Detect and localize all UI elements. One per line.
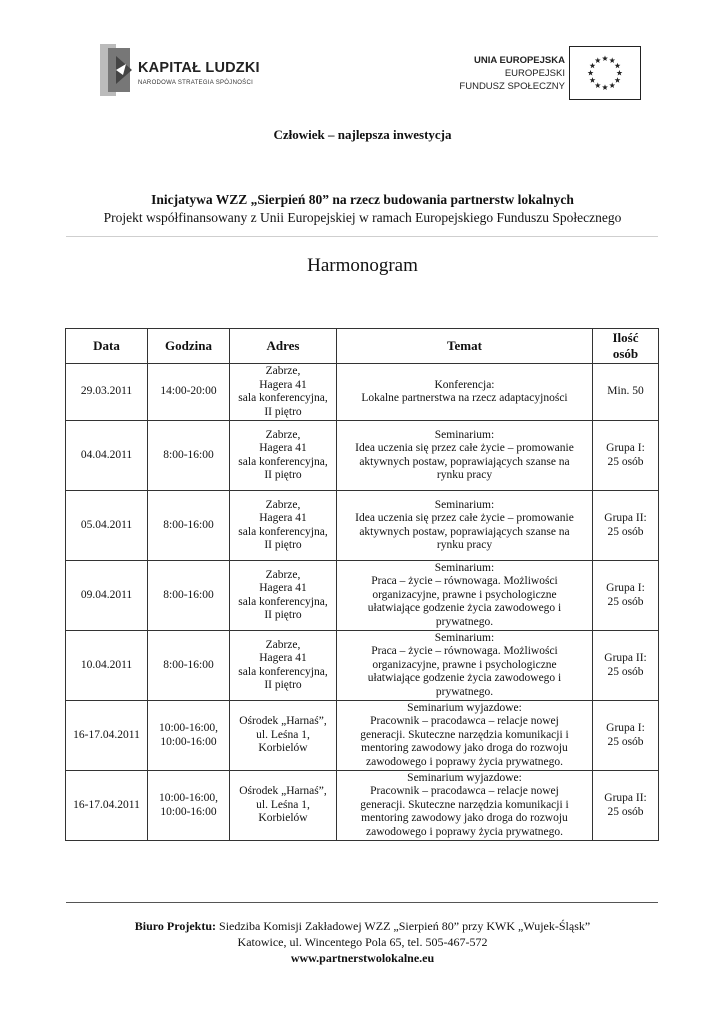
cell-count: Grupa II: 25 osób: [593, 631, 659, 701]
cell-time: 10:00-16:00, 10:00-16:00: [148, 771, 230, 841]
kapital-ludzki-subtitle: NARODOWA STRATEGIA SPÓJNOŚCI: [138, 80, 254, 86]
cell-date: 09.04.2011: [66, 561, 148, 631]
cell-time: 8:00-16:00: [148, 491, 230, 561]
header-topic: Temat: [337, 329, 593, 364]
cell-topic: Seminarium wyjazdowe: Pracownik – pracodawca – relacje nowej generacji. Skuteczne narzędzia komunikacji i mentoring zawodowy jako droga do rozwoju zawodowego i poprawy życia prywatnego.: [337, 771, 593, 841]
kapital-ludzki-logo-icon: [96, 42, 134, 98]
eu-logo: [455, 46, 641, 102]
eu-star-icon: [609, 82, 615, 88]
eu-logo-line1: UNIA EUROPEJSKA: [474, 55, 565, 66]
eu-star-icon: [609, 57, 615, 63]
eu-star-icon: [602, 84, 608, 90]
eu-logo-line2: EUROPEJSKI: [504, 68, 565, 79]
cell-count: Grupa I: 25 osób: [593, 421, 659, 491]
cell-address: Zabrze, Hagera 41 sala konferencyjna, II piętro: [230, 631, 337, 701]
cell-topic: Seminarium: Idea uczenia się przez całe życie – promowanie aktywnych postaw, poprawiających szanse na rynku pracy: [337, 491, 593, 561]
cell-date: 10.04.2011: [66, 631, 148, 701]
table-row: [66, 421, 659, 491]
eu-logo-line3: FUNDUSZ SPOŁECZNY: [459, 81, 565, 92]
cell-time: 8:00-16:00: [148, 421, 230, 491]
table-row: [66, 771, 659, 841]
cell-address: Zabrze, Hagera 41 sala konferencyjna, II piętro: [230, 421, 337, 491]
header-count: Ilość osób: [593, 329, 659, 364]
eu-logo-text: [459, 54, 565, 93]
eu-star-icon: [602, 55, 608, 61]
cell-count: Grupa II: 25 osób: [593, 771, 659, 841]
motto: Człowiek – najlepsza inwestycja: [273, 127, 452, 142]
initiative-title: Inicjatywa WZZ „Sierpień 80” na rzecz budowania partnerstw lokalnych: [151, 192, 574, 207]
cell-address: Ośrodek „Harnaś”, ul. Leśna 1, Korbielów: [230, 701, 337, 771]
footer-website: www.partnerstwolokalne.eu: [290, 951, 435, 965]
eu-star-icon: [615, 77, 621, 83]
cell-date: 16-17.04.2011: [66, 771, 148, 841]
cell-topic: Seminarium: Praca – życie – równowaga. Możliwości organizacyjne, prawne i psychologiczne ułatwiające godzenie życia zawodowego i prywatnego.: [337, 631, 593, 701]
cell-count: Grupa I: 25 osób: [593, 701, 659, 771]
table-row: [66, 701, 659, 771]
initiative-subtitle: Projekt współfinansowany z Unii Europejskiej w ramach Europejskiego Funduszu Społecznego: [103, 210, 622, 225]
cell-time: 10:00-16:00, 10:00-16:00: [148, 701, 230, 771]
header-time: Godzina: [148, 329, 230, 364]
footer-label: Biuro Projektu:: [134, 919, 217, 933]
eu-star-icon: [615, 63, 621, 69]
cell-address: Zabrze, Hagera 41 sala konferencyjna, II piętro: [230, 364, 337, 421]
kapital-ludzki-logo: [96, 42, 266, 100]
schedule-table: [65, 328, 659, 841]
cell-time: 8:00-16:00: [148, 561, 230, 631]
cell-date: 16-17.04.2011: [66, 701, 148, 771]
header-divider: [66, 236, 658, 237]
cell-date: 29.03.2011: [66, 364, 148, 421]
cell-time: 14:00-20:00: [148, 364, 230, 421]
footer-address: Katowice, ul. Wincentego Pola 65, tel. 505-467-572: [237, 935, 488, 949]
eu-star-icon: [595, 82, 601, 88]
cell-address: Zabrze, Hagera 41 sala konferencyjna, II piętro: [230, 491, 337, 561]
table-header-row: [66, 329, 659, 364]
header-date: Data: [66, 329, 148, 364]
eu-star-icon: [590, 77, 596, 83]
footer-office: Siedziba Komisji Zakładowej WZZ „Sierpień 80” przy KWK „Wujek-Śląsk”: [219, 919, 591, 933]
cell-time: 8:00-16:00: [148, 631, 230, 701]
eu-star-icon: [617, 70, 623, 76]
cell-address: Zabrze, Hagera 41 sala konferencyjna, II piętro: [230, 561, 337, 631]
table-row: [66, 561, 659, 631]
eu-star-icon: [588, 70, 594, 76]
header-address: Adres: [230, 329, 337, 364]
cell-date: 04.04.2011: [66, 421, 148, 491]
table-row: [66, 364, 659, 421]
document-title: Harmonogram: [307, 255, 418, 276]
cell-address: Ośrodek „Harnaś”, ul. Leśna 1, Korbielów: [230, 771, 337, 841]
footer-line1: [0, 919, 725, 934]
cell-count: Min. 50: [593, 364, 659, 421]
eu-flag-icon: [569, 46, 641, 100]
cell-count: Grupa I: 25 osób: [593, 561, 659, 631]
cell-date: 05.04.2011: [66, 491, 148, 561]
cell-topic: Seminarium: Idea uczenia się przez całe życie – promowanie aktywnych postaw, poprawiających szanse na rynku pracy: [337, 421, 593, 491]
footer-divider: [66, 902, 658, 903]
cell-count: Grupa II: 25 osób: [593, 491, 659, 561]
eu-star-icon: [595, 57, 601, 63]
table-row: [66, 631, 659, 701]
cell-topic: Seminarium: Praca – życie – równowaga. Możliwości organizacyjne, prawne i psychologiczne ułatwiające godzenie życia zawodowego i prywatnego.: [337, 561, 593, 631]
table-row: [66, 491, 659, 561]
kapital-ludzki-title: KAPITAŁ LUDZKI: [138, 60, 260, 76]
cell-topic: Konferencja: Lokalne partnerstwa na rzecz adaptacyjności: [337, 364, 593, 421]
eu-star-icon: [590, 63, 596, 69]
cell-topic: Seminarium wyjazdowe: Pracownik – pracodawca – relacje nowej generacji. Skuteczne narzędzia komunikacji i mentoring zawodowy jako droga do rozwoju zawodowego i poprawy życia prywatnego.: [337, 701, 593, 771]
